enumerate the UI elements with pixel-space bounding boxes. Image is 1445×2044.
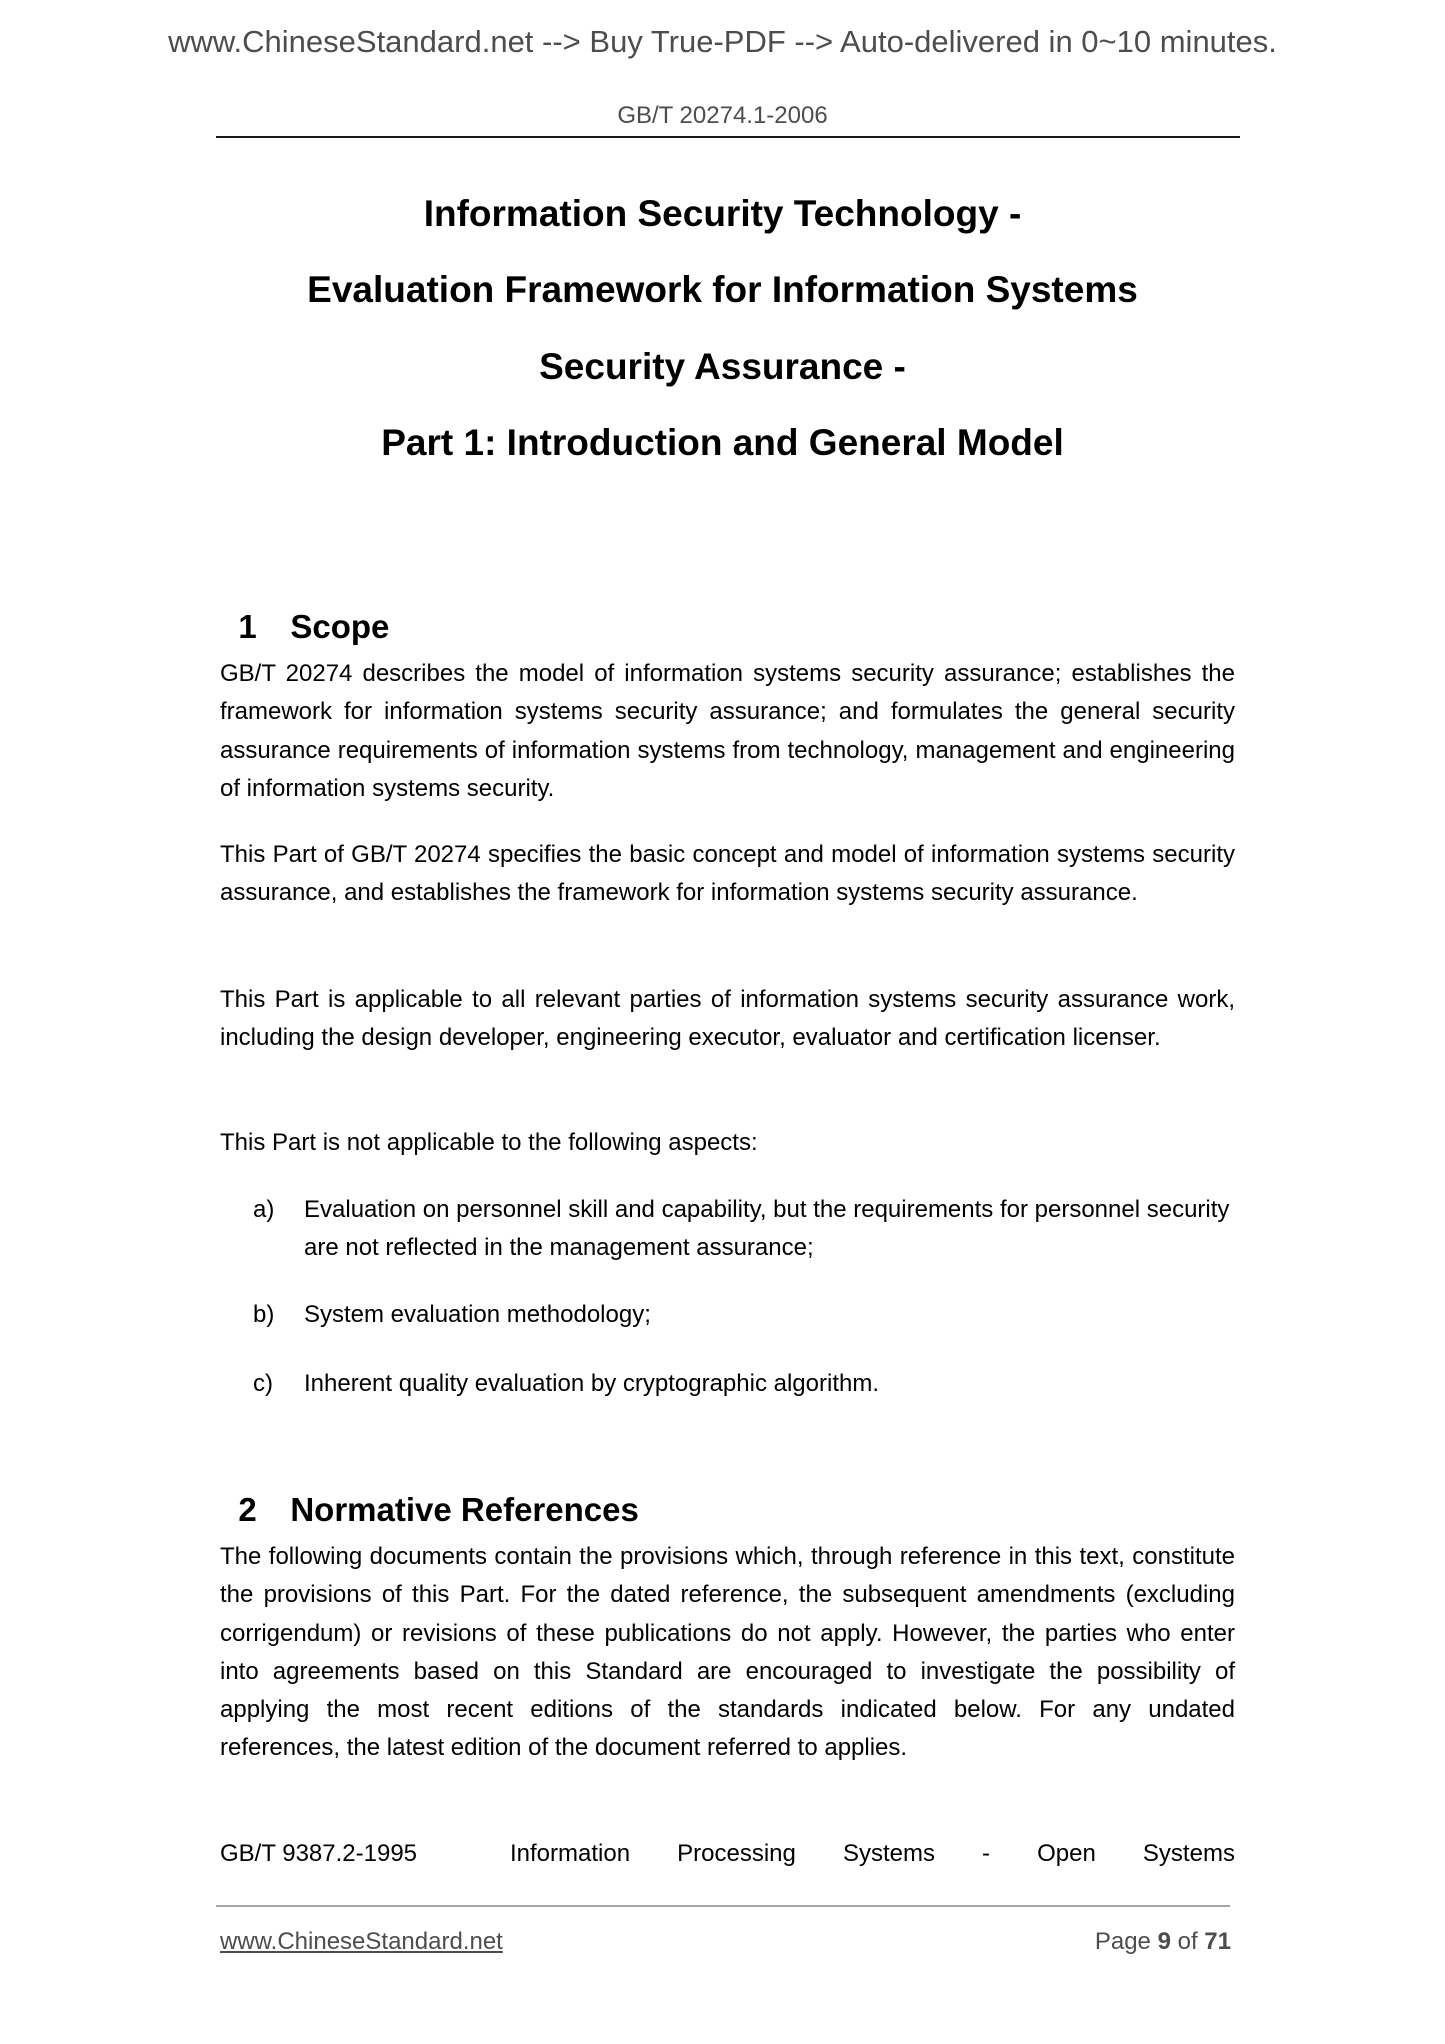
current-page-number: 9 — [1157, 1928, 1171, 1955]
list-text: Inherent quality evaluation by cryptographic algorithm. — [304, 1370, 879, 1397]
document-title-line-3: Security Assurance - — [539, 346, 906, 387]
document-title-line-4: Part 1: Introduction and General Model — [381, 422, 1064, 463]
paragraph: This Part is applicable to all relevant parties of information systems security assurance work, including the design developer, engineering executor, evaluator and certification licenser. — [220, 986, 1235, 1052]
section-title: Scope — [290, 608, 390, 645]
document-title-line-1: Information Security Technology - — [423, 193, 1022, 234]
reference-title-word: Processing — [677, 1840, 796, 1867]
reference-title — [510, 1835, 1235, 1873]
list-text: Evaluation on personnel skill and capability, but the requirements for personnel security are not reflected in the management assurance; — [304, 1196, 1230, 1261]
section-title: Normative References — [290, 1491, 639, 1528]
list-marker: a) — [253, 1196, 275, 1223]
page-of-label: of — [1177, 1928, 1198, 1955]
page-indicator — [1095, 1928, 1231, 1956]
header-standard-code: GB/T 20274.1-2006 — [617, 102, 828, 129]
footer-divider — [216, 1905, 1230, 1907]
reference-title-word: Systems — [1142, 1840, 1235, 1867]
header-promo-line: www.ChineseStandard.net --> Buy True-PDF --> Auto-delivered in 0~10 minutes. — [168, 24, 1277, 59]
page-label: Page — [1094, 1928, 1151, 1955]
reference-entry — [220, 1835, 1235, 1873]
list-marker: b) — [253, 1301, 275, 1328]
footer-website-link[interactable]: www.ChineseStandard.net — [220, 1928, 503, 1955]
section-number: 1 — [238, 608, 257, 645]
paragraph: GB/T 20274 describes the model of information systems security assurance; establishes the framework for information systems security assurance; and formulates the general security assurance requirements of information systems from technology, management and engineering of information systems security. — [220, 660, 1235, 802]
list-marker: c) — [253, 1370, 273, 1397]
list-item — [253, 1365, 1235, 1403]
paragraph: This Part of GB/T 20274 specifies the basic concept and model of information systems security assurance, and establishes the framework for information systems security assurance. — [220, 841, 1235, 907]
document-title-line-2: Evaluation Framework for Information Systems — [307, 269, 1138, 310]
paragraph: The following documents contain the provisions which, through reference in this text, constitute the provisions of this Part. For the dated reference, the subsequent amendments (excluding corrigendum) or revisions of these publications do not apply. However, the parties who enter into agreements based on this Standard are encouraged to investigate the possibility of applying the most recent editions of the standards indicated below. For any undated references, the latest edition of the document referred to applies. — [220, 1543, 1235, 1762]
reference-title-word: - — [982, 1840, 991, 1867]
reference-code: GB/T 9387.2-1995 — [220, 1840, 418, 1867]
section-heading-scope — [220, 567, 389, 647]
reference-title-word: Open — [1037, 1840, 1096, 1867]
paragraph: This Part is not applicable to the following aspects: — [220, 1129, 758, 1156]
header-divider — [216, 136, 1240, 138]
list-item — [253, 1191, 1235, 1267]
list-item — [253, 1296, 1235, 1334]
reference-title-word: Information — [510, 1840, 631, 1867]
section-number: 2 — [238, 1491, 257, 1528]
section-heading-normative-references — [220, 1450, 639, 1530]
total-pages: 71 — [1204, 1928, 1231, 1955]
reference-title-word: Systems — [842, 1840, 935, 1867]
list-text: System evaluation methodology; — [304, 1301, 651, 1328]
